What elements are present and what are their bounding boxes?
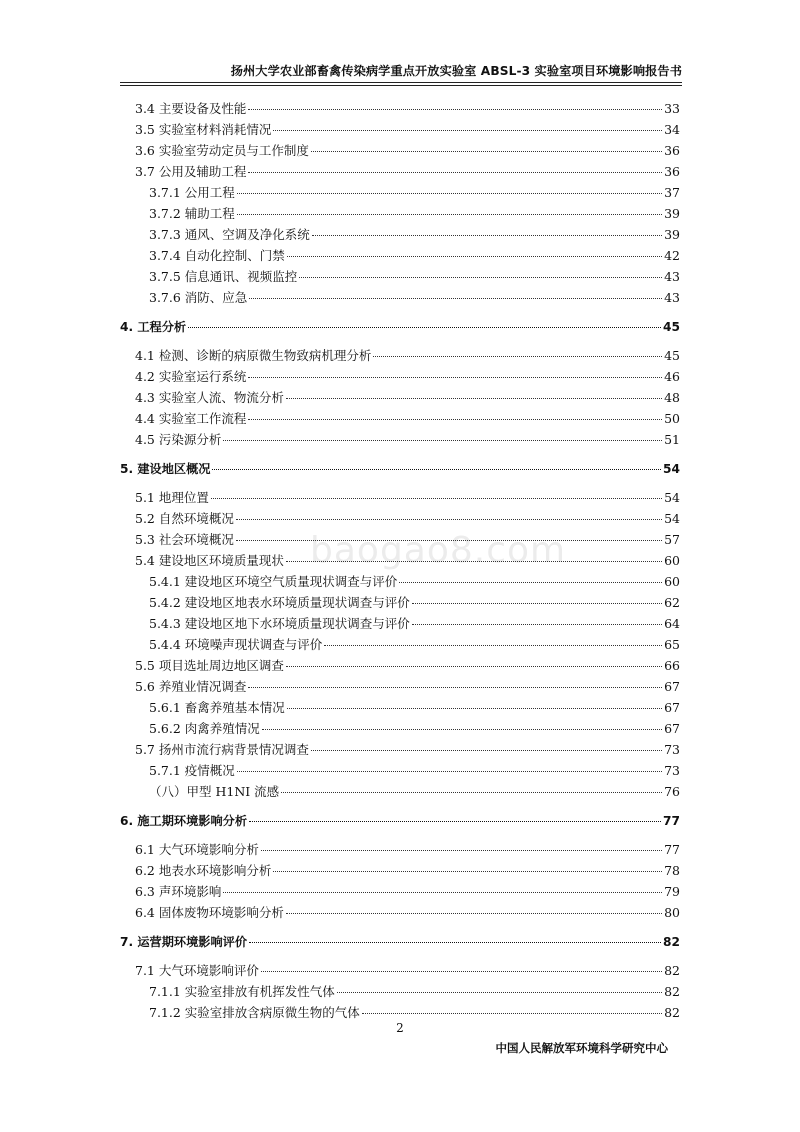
toc-entry-page: 45 [664, 348, 680, 363]
toc-entry-label: 5.4.3 建设地区地下水环境质量现状调查与评价 [149, 616, 410, 631]
toc-dot-leader [212, 469, 661, 470]
toc-entry-page: 48 [664, 390, 680, 405]
toc-entry-page: 78 [664, 863, 680, 878]
toc-entry-page: 34 [664, 122, 680, 137]
toc-row[interactable] [149, 699, 680, 717]
toc-dot-leader [311, 151, 662, 152]
toc-row[interactable] [135, 100, 680, 118]
toc-entry-page: 42 [664, 248, 680, 263]
toc-entry-label: 6.2 地表水环境影响分析 [135, 863, 272, 878]
toc-row[interactable] [149, 783, 680, 801]
toc-entry-label: 4.2 实验室运行系统 [135, 369, 247, 384]
toc-dot-leader [236, 519, 662, 520]
toc-entry-page: 82 [664, 963, 680, 978]
toc-row[interactable] [135, 142, 680, 160]
toc-dot-leader [237, 771, 662, 772]
toc-entry-label: 3.7.1 公用工程 [149, 185, 235, 200]
toc-entry-label: 7.1.2 实验室排放含病原微生物的气体 [149, 1005, 360, 1020]
toc-entry-page: 73 [664, 763, 680, 778]
toc-row[interactable] [135, 962, 680, 980]
page-header-title: 扬州大学农业部畜禽传染病学重点开放实验室 ABSL-3 实验室项目环境影响报告书 [230, 64, 682, 78]
toc-dot-leader [249, 298, 662, 299]
toc-entry-label: 3.6 实验室劳动定员与工作制度 [135, 143, 309, 158]
page-number: 2 [396, 1021, 404, 1035]
toc-row[interactable] [149, 762, 680, 780]
toc-dot-leader [412, 603, 662, 604]
footer-organization: 中国人民解放军环境科学研究中心 [495, 1041, 668, 1055]
toc-entry-label: 6.4 固体废物环境影响分析 [135, 905, 284, 920]
toc-dot-leader [211, 498, 662, 499]
toc-dot-leader [286, 666, 662, 667]
toc-dot-leader [399, 582, 662, 583]
toc-entry-label: （八）甲型 H1NI 流感 [149, 784, 280, 799]
toc-entry-label: 4.4 实验室工作流程 [135, 411, 247, 426]
toc-chapter-row[interactable] [120, 460, 680, 478]
toc-entry-label: 6.3 声环境影响 [135, 884, 222, 899]
toc-dot-leader [273, 871, 662, 872]
toc-entry-page: 54 [663, 462, 680, 476]
toc-entry-page: 77 [663, 814, 680, 828]
toc-entry-page: 60 [664, 574, 680, 589]
toc-dot-leader [312, 235, 662, 236]
toc-row[interactable] [135, 741, 680, 759]
toc-dot-leader [249, 942, 661, 943]
toc-row[interactable] [149, 247, 680, 265]
toc-entry-page: 33 [664, 101, 680, 116]
toc-entry-label: 4.3 实验室人流、物流分析 [135, 390, 284, 405]
toc-dot-leader [337, 992, 662, 993]
toc-chapter-row[interactable] [120, 812, 680, 830]
toc-entry-label: 5.1 地理位置 [135, 490, 209, 505]
toc-chapter-row[interactable] [120, 933, 680, 951]
toc-entry-label: 3.4 主要设备及性能 [135, 101, 247, 116]
toc-row[interactable] [149, 636, 680, 654]
toc-entry-label: 7.1 大气环境影响评价 [135, 963, 259, 978]
toc-dot-leader [273, 130, 662, 131]
toc-entry-page: 76 [664, 784, 680, 799]
toc-entry-page: 36 [664, 143, 680, 158]
toc-dot-leader [287, 256, 662, 257]
toc-entry-page: 65 [664, 637, 680, 652]
toc-entry-page: 80 [664, 905, 680, 920]
toc-dot-leader [261, 850, 662, 851]
toc-entry-page: 51 [664, 432, 680, 447]
toc-entry-page: 82 [664, 1005, 680, 1020]
toc-row[interactable] [135, 552, 680, 570]
toc-dot-leader [262, 729, 662, 730]
toc-entry-page: 50 [664, 411, 680, 426]
toc-entry-label: 5.4.4 环境噪声现状调查与评价 [149, 637, 323, 652]
toc-row[interactable] [135, 841, 680, 859]
toc-row[interactable] [135, 389, 680, 407]
toc-entry-label: 4.5 污染源分析 [135, 432, 222, 447]
toc-entry-page: 73 [664, 742, 680, 757]
toc-dot-leader [237, 193, 662, 194]
toc-entry-page: 36 [664, 164, 680, 179]
toc-entry-label: 4. 工程分析 [120, 320, 187, 334]
toc-entry-page: 64 [664, 616, 680, 631]
toc-dot-leader [362, 1013, 662, 1014]
toc-entry-page: 82 [663, 935, 680, 949]
toc-entry-label: 5.7 扬州市流行病背景情况调查 [135, 742, 309, 757]
toc-dot-leader [287, 708, 662, 709]
toc-row[interactable] [135, 489, 680, 507]
toc-entry-label: 3.7.2 辅助工程 [149, 206, 235, 221]
toc-entry-label: 5.6.1 畜禽养殖基本情况 [149, 700, 285, 715]
toc-dot-leader [373, 356, 662, 357]
toc-dot-leader [248, 172, 662, 173]
toc-entry-page: 46 [664, 369, 680, 384]
toc-dot-leader [248, 687, 662, 688]
toc-dot-leader [286, 561, 662, 562]
toc-entry-page: 67 [664, 721, 680, 736]
toc-entry-label: 5.4 建设地区环境质量现状 [135, 553, 284, 568]
toc-entry-label: 7. 运营期环境影响评价 [120, 935, 248, 949]
toc-row[interactable] [149, 289, 680, 307]
toc-row[interactable] [135, 347, 680, 365]
toc-dot-leader [281, 792, 662, 793]
toc-row[interactable] [135, 678, 680, 696]
toc-entry-page: 37 [664, 185, 680, 200]
toc-row[interactable] [149, 268, 680, 286]
toc-dot-leader [249, 821, 661, 822]
toc-row[interactable] [135, 862, 680, 880]
toc-entry-page: 67 [664, 679, 680, 694]
toc-dot-leader [324, 645, 662, 646]
toc-row[interactable] [149, 205, 680, 223]
toc-entry-label: 5.6.2 肉禽养殖情况 [149, 721, 260, 736]
toc-entry-label: 7.1.1 实验室排放有机挥发性气体 [149, 984, 335, 999]
toc-entry-label: 3.7 公用及辅助工程 [135, 164, 247, 179]
toc-entry-label: 5.2 自然环境概况 [135, 511, 234, 526]
toc-entry-page: 43 [664, 269, 680, 284]
toc-entry-page: 62 [664, 595, 680, 610]
toc-entry-label: 6.1 大气环境影响分析 [135, 842, 259, 857]
toc-dot-leader [261, 971, 662, 972]
toc-entry-page: 77 [664, 842, 680, 857]
header-divider [120, 82, 682, 86]
toc-row[interactable] [149, 1004, 680, 1022]
toc-row[interactable] [149, 983, 680, 1001]
toc-entry-label: 4.1 检测、诊断的病原微生物致病机理分析 [135, 348, 372, 363]
toc-entry-label: 3.7.6 消防、应急 [149, 290, 248, 305]
toc-entry-label: 5.5 项目选址周边地区调查 [135, 658, 284, 673]
toc-row[interactable] [135, 531, 680, 549]
toc-entry-label: 5.6 养殖业情况调查 [135, 679, 247, 694]
toc-dot-leader [248, 377, 662, 378]
toc-dot-leader [299, 277, 662, 278]
toc-entry-page: 54 [664, 490, 680, 505]
toc-row[interactable] [149, 184, 680, 202]
toc-entry-page: 66 [664, 658, 680, 673]
toc-row[interactable] [149, 573, 680, 591]
toc-row[interactable] [135, 410, 680, 428]
toc-dot-leader [223, 892, 662, 893]
toc-row[interactable] [149, 226, 680, 244]
toc-entry-label: 5.4.2 建设地区地表水环境质量现状调查与评价 [149, 595, 410, 610]
toc-row[interactable] [149, 615, 680, 633]
toc-entry-page: 60 [664, 553, 680, 568]
toc-entry-label: 5. 建设地区概况 [120, 462, 211, 476]
toc-entry-page: 82 [664, 984, 680, 999]
toc-dot-leader [286, 913, 662, 914]
toc-entry-label: 5.4.1 建设地区环境空气质量现状调查与评价 [149, 574, 398, 589]
toc-dot-leader [412, 624, 662, 625]
toc-entry-page: 57 [664, 532, 680, 547]
toc-row[interactable] [149, 594, 680, 612]
toc-dot-leader [248, 109, 662, 110]
toc-entry-label: 5.3 社会环境概况 [135, 532, 234, 547]
toc-row[interactable] [135, 883, 680, 901]
toc-row[interactable] [135, 368, 680, 386]
toc-row[interactable] [135, 121, 680, 139]
toc-entry-page: 43 [664, 290, 680, 305]
toc-dot-leader [236, 540, 662, 541]
toc-entry-page: 54 [664, 511, 680, 526]
toc-row[interactable] [135, 904, 680, 922]
toc-chapter-row[interactable] [120, 318, 680, 336]
toc-entry-page: 45 [663, 320, 680, 334]
toc-entry-page: 39 [664, 227, 680, 242]
toc-dot-leader [248, 419, 662, 420]
toc-entry-label: 3.7.3 通风、空调及净化系统 [149, 227, 310, 242]
toc-dot-leader [237, 214, 662, 215]
watermark: baogao8.com [310, 530, 567, 571]
toc-entry-label: 5.7.1 疫情概况 [149, 763, 235, 778]
toc-row[interactable] [135, 431, 680, 449]
toc-dot-leader [223, 440, 662, 441]
toc-entry-label: 3.7.5 信息通讯、视频监控 [149, 269, 298, 284]
toc-entry-label: 3.5 实验室材料消耗情况 [135, 122, 272, 137]
toc-entry-page: 39 [664, 206, 680, 221]
toc-row[interactable] [149, 720, 680, 738]
toc-row[interactable] [135, 163, 680, 181]
toc-row[interactable] [135, 510, 680, 528]
toc-entry-page: 79 [664, 884, 680, 899]
toc-dot-leader [311, 750, 662, 751]
toc-dot-leader [286, 398, 662, 399]
toc-entry-label: 3.7.4 自动化控制、门禁 [149, 248, 285, 263]
toc-row[interactable] [135, 657, 680, 675]
toc-entry-page: 67 [664, 700, 680, 715]
toc-entry-label: 6. 施工期环境影响分析 [120, 814, 248, 828]
toc-dot-leader [188, 327, 661, 328]
